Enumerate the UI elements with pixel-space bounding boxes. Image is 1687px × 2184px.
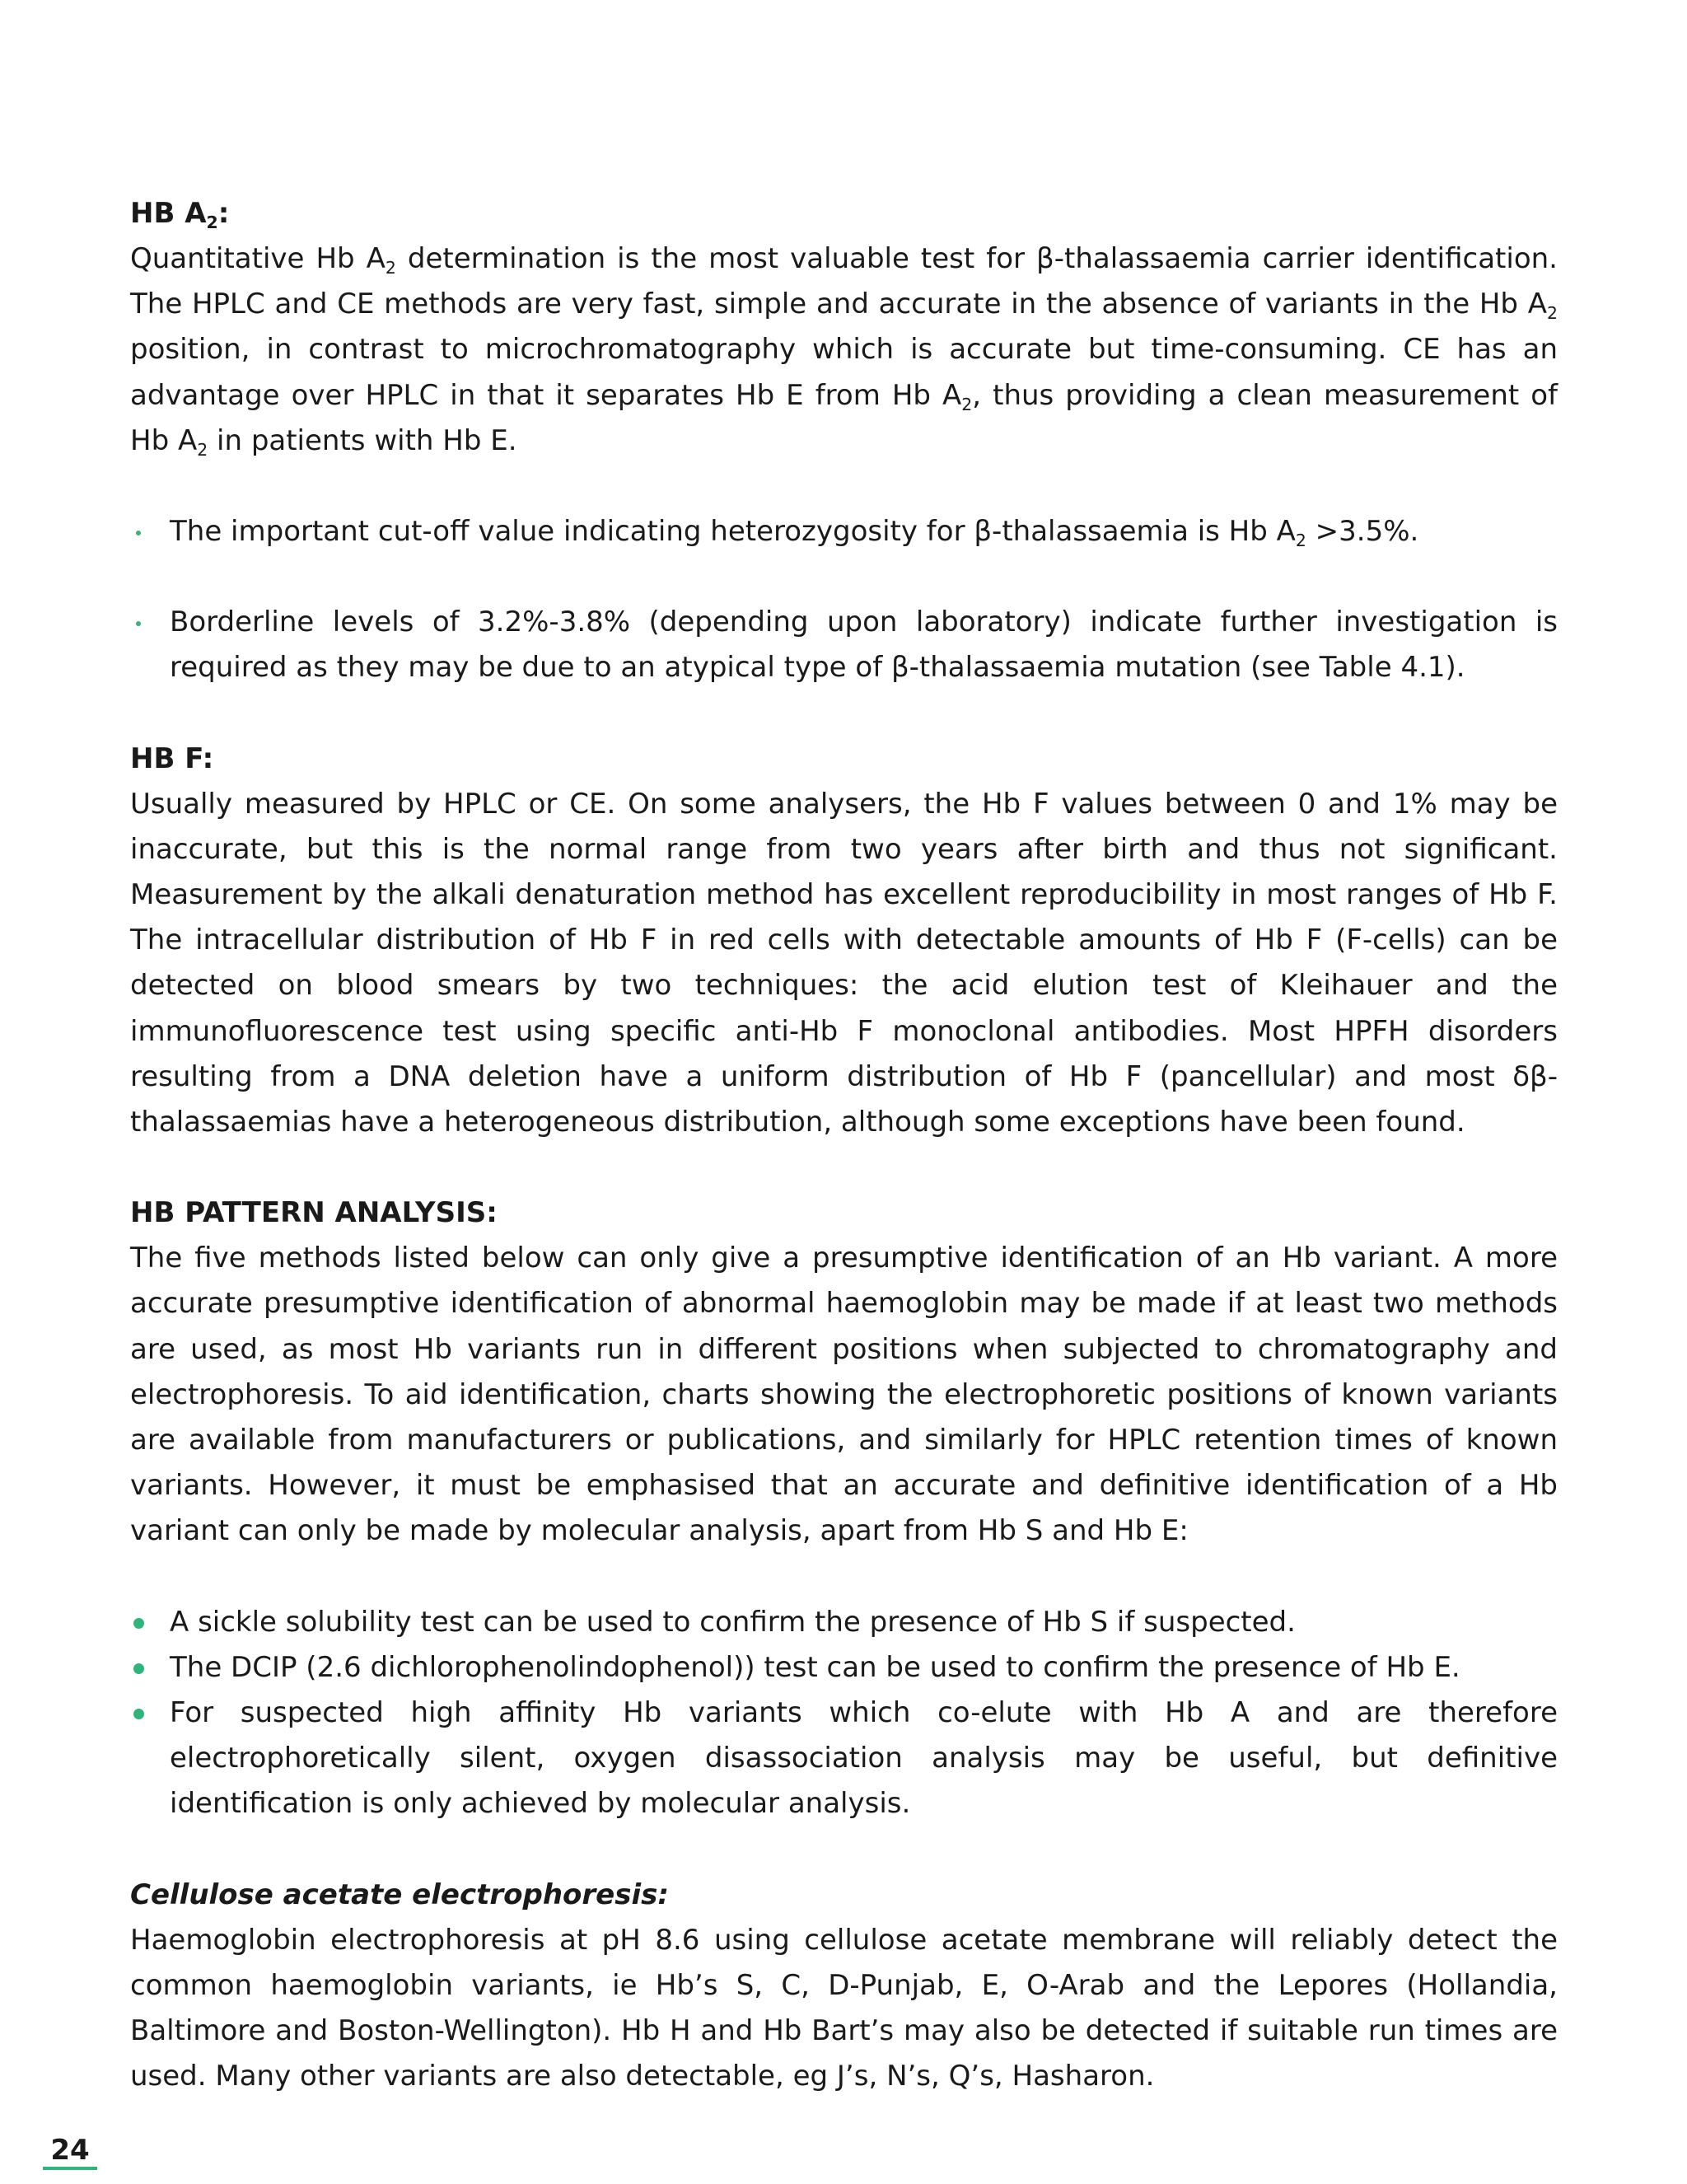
bullet-icon [130, 600, 147, 645]
section-heading-hbf: HB F: [130, 741, 214, 775]
section-heading-hba2: HB $A_2$: [130, 197, 230, 233]
bullet-icon [130, 1645, 147, 1691]
page-content [130, 191, 1558, 2100]
paragraph-cellulose: Haemoglobin electrophoresis at pH 8.6 using cellulose acetate membrane will reliably detect the common haemoglobin variants, ie Hb’s S, C, D-Punjab, E, O-Arab and the Lepores (Hollandia, Baltimore and Boston-Wellington). Hb H and Hb Bart’s may also be detected if suitable run times are used. Many other variants are also detectable, eg J’s, N’s, Q’s, Hasharon. [130, 1923, 1558, 2093]
hba2-bullet-list [130, 509, 1558, 691]
list-item: For suspected high affinity Hb variants which co-elute with Hb A and are therefore electrophoretically silent, oxygen disassociation analysis may be useful, but definitive identification is only achieved by molecular analysis. [130, 1691, 1558, 1827]
list-item: The DCIP (2.6 dichlorophenolindophenol)) test can be used to confirm the presence of Hb E. [130, 1645, 1558, 1691]
paragraph-hbf: Usually measured by HPLC or CE. On some analysers, the Hb F values between 0 and 1% may be inaccurate, but this is the normal range from two years after birth and thus not significant. Measurement by the alkali denaturation method has excellent reproducibility in most ranges of Hb F. The intracellular distribution of Hb F in red cells with detectable amounts of Hb F (F-cells) can be detected on blood smears by two techniques: the acid elution test of Kleihauer and the immunofluorescence test using specific anti-Hb F monoclonal antibodies. Most HPFH disorders resulting from a DNA deletion have a uniform distribution of Hb F (pancellular) and most δβ-thalassaemias have a heterogeneous distribution, although some exceptions have been found. [130, 787, 1558, 1139]
list-item: The important cut-off value indicating heterozygosity for β-thalassaemia is Hb $A_2 >3.5\%$. [130, 509, 1558, 554]
page-number: 24 [50, 2134, 90, 2167]
pattern-bullet-list [130, 1600, 1558, 1827]
bullet-icon [130, 509, 147, 554]
list-item: A sickle solubility test can be used to confirm the presence of Hb S if suspected. [130, 1600, 1558, 1645]
bullet-icon [130, 1600, 147, 1645]
section-heading-cellulose: Cellulose acetate electrophoresis: [130, 1878, 669, 1911]
page-number-underline [43, 2167, 97, 2170]
section-heading-pattern-analysis: HB PATTERN ANALYSIS: [130, 1196, 498, 1230]
bullet-icon [130, 1691, 147, 1736]
list-spacer [130, 554, 1558, 600]
paragraph-pattern-analysis: The five methods listed below can only give a presumptive identification of an Hb variant. A more accurate presumptive identification of abnormal haemoglobin may be made if at least two methods are used, as most Hb variants run in different positions when subjected to chromatography and electrophoresis. To aid identification, charts showing the electrophoretic positions of known variants are available from manufacturers or publications, and similarly for HPLC retention times of known variants. However, it must be emphasised that an accurate and definitive identification of a Hb variant can only be made by molecular analysis, apart from Hb S and Hb E: [130, 1242, 1558, 1548]
paragraph-hba2: Quantitative Hb $A_2$ determination is the most valuable test for β-thalassaemia carrier identification. The HPLC and CE methods are very fast, simple and accurate in the absence of variants in the Hb $A_2$ position, in contrast to microchromatography which is accurate but time-consuming. CE has an advantage over HPLC in that it separates Hb E from Hb $A_2$, thus providing a clean measurement of Hb $A_2$ in patients with Hb E. [130, 242, 1558, 460]
list-item: Borderline levels of 3.2%-3.8% (depending upon laboratory) indicate further investigation is required as they may be due to an atypical type of β-thalassaemia mutation (see Table 4.1). [130, 600, 1558, 690]
